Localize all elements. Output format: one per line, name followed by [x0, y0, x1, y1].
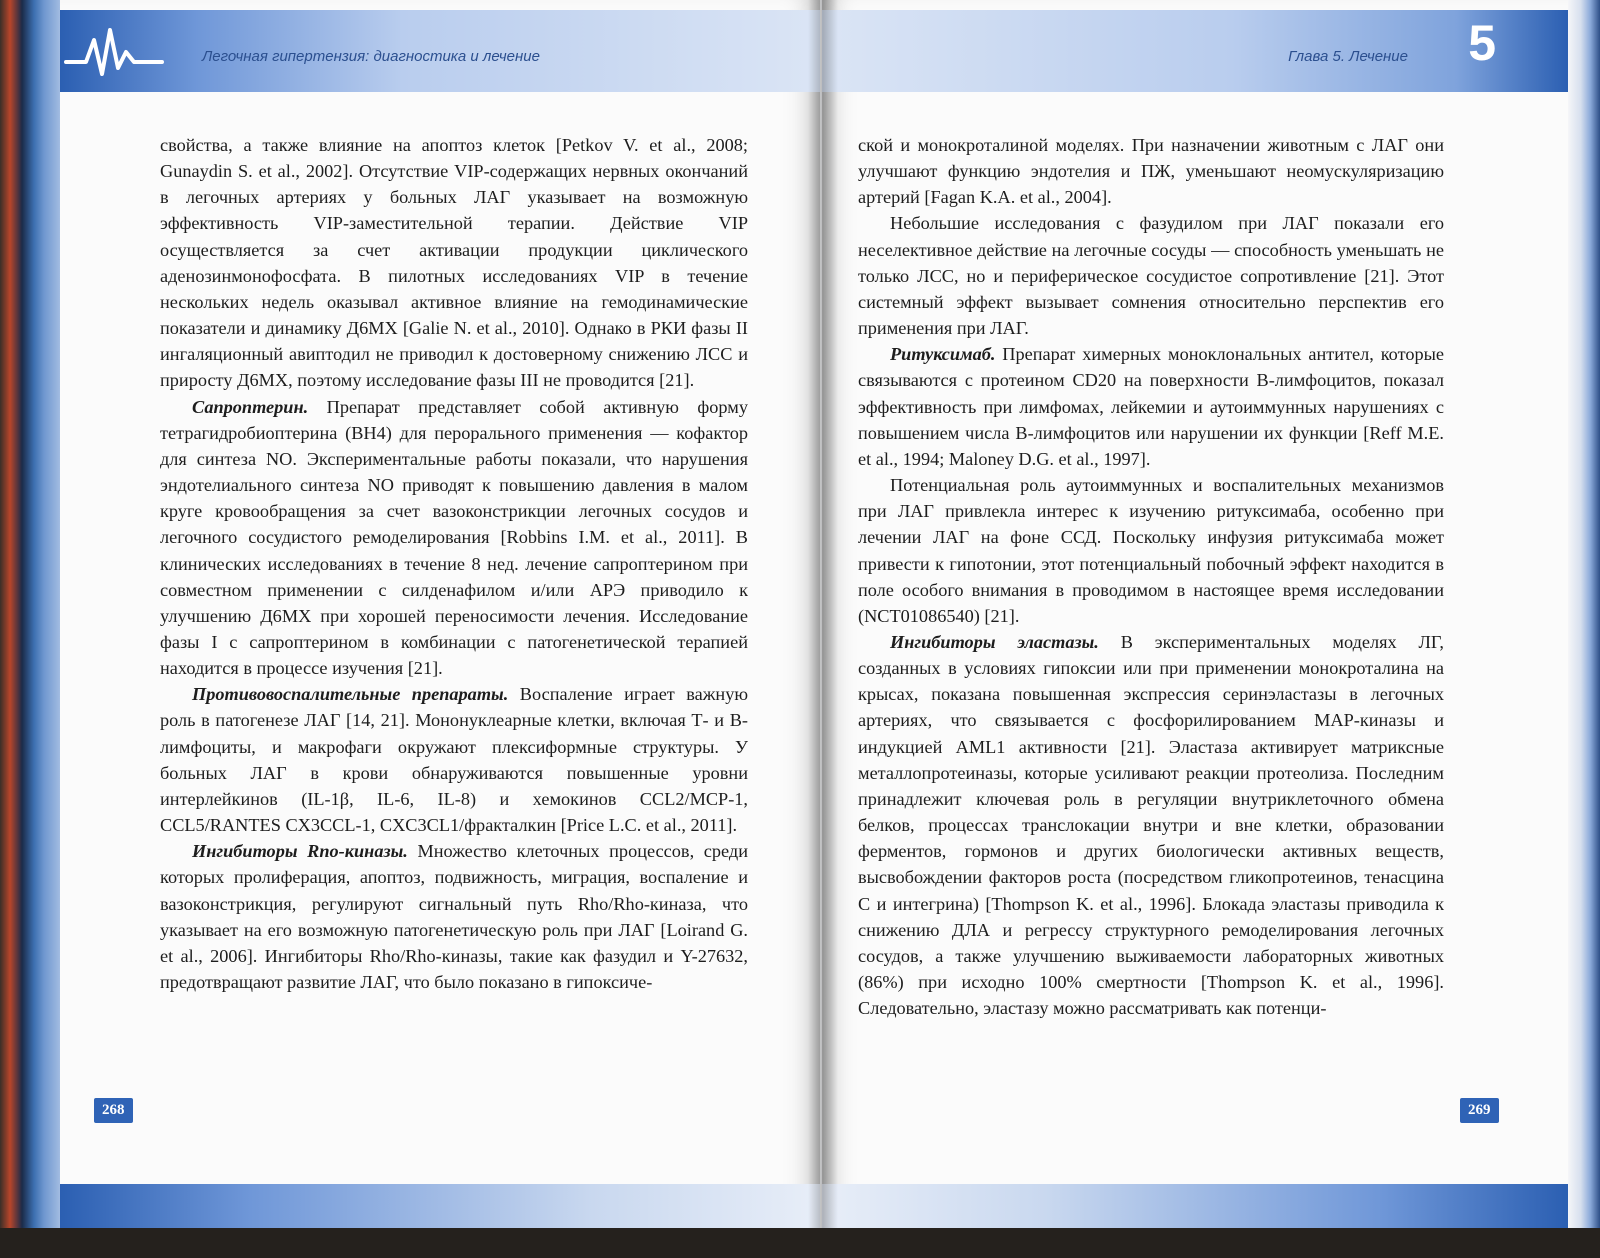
paragraph-lead: Противовоспалительные препараты. [192, 684, 509, 705]
paragraph-lead: Сапроптерин. [192, 396, 309, 417]
paragraph [160, 681, 748, 838]
paragraph [160, 394, 748, 682]
left-page [60, 0, 820, 1230]
paragraph-text: Препарат химерных моноклональных антител, которые связываются с протеином CD20 на поверхности В-лимфоцитов, показал эффективность при лимфомах, лейкемии и аутоиммунных нарушениях с повышением числа В-лимфоцитов или нарушении их функции [Reff M.E. et al., 1994; Maloney D.G. et al., 1997]. [858, 344, 1444, 469]
right-running-head: Глава 5. Лечение [1288, 48, 1408, 65]
right-header-band [822, 10, 1568, 92]
paragraph [858, 472, 1444, 629]
paragraph-text: Препарат представляет собой активную форму тетрагидробиоптерина (BH4) для перорального применения — кофактор для синтеза NO. Экспериментальные работы показали, что нарушения эндотелиального синтеза NO приводят к повышению давления в малом круге кровообращения за счет вазоконстрикции легочных сосудов и легочного сосудистого ремоделирования [Robbins I.M. et al., 2011]. В клинических исследованиях в течение 8 нед. лечение сапроптерином при совместном применении с силденафилом и/или АРЭ приводило к улучшению Д6МХ при хорошей переносимости лечения. Исследование фазы I с сапроптерином в комбинации с патогенетической терапией находится в процессе изучения [21]. [160, 396, 748, 679]
paragraph-text: В экспериментальных моделях ЛГ, созданных в условиях гипоксии или при применении монокроталина на крысах, показана повышенная экспрессия серинэластазы в легочных артериях, что связывается с фосфорилированием MAP-киназы и индукцией AML1 активности [21]. Эластаза активирует матриксные металлопротеиназы, которые усиливают реакции протеолиза. Последним принадлежит ключевая роль в регуляции внутриклеточного обмена белков, процессах транслокации внутри и вне клетки, образовании ферментов, гормонов и других биологически активных веществ, высвобождении факторов роста (посредством гликопротеинов, тенасцина С и интегрина) [Thompson K. et al., 1996]. Блокада эластазы приводила к снижению ДЛА и регрессу структурного ремоделирования легочных сосудов, а также улучшению выживаемости лабораторных животных (86%) при исходно 100% смертности [Thompson K. et al., 1996]. Следовательно, эластазу можно рассматривать как потенци- [858, 631, 1444, 1019]
paragraph [858, 210, 1444, 341]
paragraph-lead: Ритуксимаб. [890, 344, 996, 365]
paragraph-lead: Ингибиторы эластазы. [890, 631, 1099, 652]
page-edge-right [1568, 0, 1600, 1230]
left-body-text [160, 132, 748, 995]
right-page-number: 269 [1460, 1098, 1499, 1123]
paragraph-text: ской и монокроталиной моделях. При назначении животным с ЛАГ они улучшают функцию эндотелия и ПЖ, уменьшают неомускуляризацию артерий [Fagan K.A. et al., 2004]. [858, 135, 1444, 208]
scan-bottom-edge [0, 1228, 1600, 1258]
left-running-head: Легочная гипертензия: диагностика и лечение [202, 48, 540, 65]
paragraph [160, 838, 748, 995]
left-footer-band [60, 1184, 820, 1230]
paragraph-text: Небольшие исследования с фазудилом при ЛАГ показали его неселективное действие на легочные сосуды — способность уменьшать не только ЛСС, но и периферическое сосудистое сопротивление [21]. Этот системный эффект вызывает сомнения относительно перспектив его применения при ЛАГ. [858, 213, 1444, 339]
right-body-text [858, 132, 1444, 1021]
paragraph-text: Потенциальная роль аутоиммунных и воспалительных механизмов при ЛАГ привлекла интерес к изучению ритуксимаба, особенно при лечении ЛАГ на фоне ССД. Поскольку инфузия ритуксимаба может привести к гипотонии, этот потенциальный побочный эффект находится в поле особого внимания в проводимом в настоящее время исследовании (NCT01086540) [21]. [858, 475, 1444, 626]
left-page-number: 268 [94, 1098, 133, 1123]
heartbeat-pulse-icon [64, 22, 164, 82]
paragraph-text: свойства, а также влияние на апоптоз клеток [Petkov V. et al., 2008; Gunaydin S. et al., 2002]. Отсутствие VIP-содержащих нервных окончаний в легочных артериях у больных ЛАГ указывает на возможную эффективность VIP-заместительной терапии. Действие VIP осуществляется за счет активации продукции циклического аденозинмонофосфата. В пилотных исследованиях VIP в течение нескольких недель оказывал активное влияние на гемодинамические показатели и динамику Д6МХ [Galie N. et al., 2010]. Однако в РКИ фазы II ингаляционный авиптодил не приводил к достоверному снижению ЛСС и приросту Д6МХ, поэтому исследование фазы III не проводится [21]. [160, 135, 748, 391]
chapter-number: 5 [1468, 15, 1496, 71]
paragraph-text: Воспаление играет важную роль в патогенезе ЛАГ [14, 21]. Мононуклеарные клетки, включая Т- и В-лимфоциты, и макрофаги окружают плексиформные структуры. У больных ЛАГ в крови обнаруживаются повышенные уровни интерлейкинов (IL-1β, IL-6, IL-8) и хемокинов CCL2/MCP-1, CCL5/RANTES CX3CCL-1, CXC3CL1/фракталкин [Price L.C. et al., 2011]. [160, 684, 748, 836]
paragraph [160, 132, 748, 394]
paragraph [858, 132, 1444, 210]
right-footer-band [822, 1184, 1568, 1230]
paragraph [858, 629, 1444, 1021]
paragraph [858, 341, 1444, 472]
paragraph-text: Множество клеточных процессов, среди которых пролиферация, апоптоз, подвижность, миграция, воспаление и вазоконстрикция, регулируют сигнальный путь Rho/Rho-киназа, что указывает на его возможную патогенетическую роль при ЛАГ [Loirand G. et al., 2006]. Ингибиторы Rho/Rho-киназы, такие как фазудил и Y-27632, предотвращают развитие ЛАГ, что было показано в гипоксиче- [160, 841, 748, 992]
book-gutter [808, 0, 838, 1230]
right-page [822, 0, 1568, 1230]
paragraph-lead: Ингибиторы Rno-киназы. [192, 841, 408, 862]
